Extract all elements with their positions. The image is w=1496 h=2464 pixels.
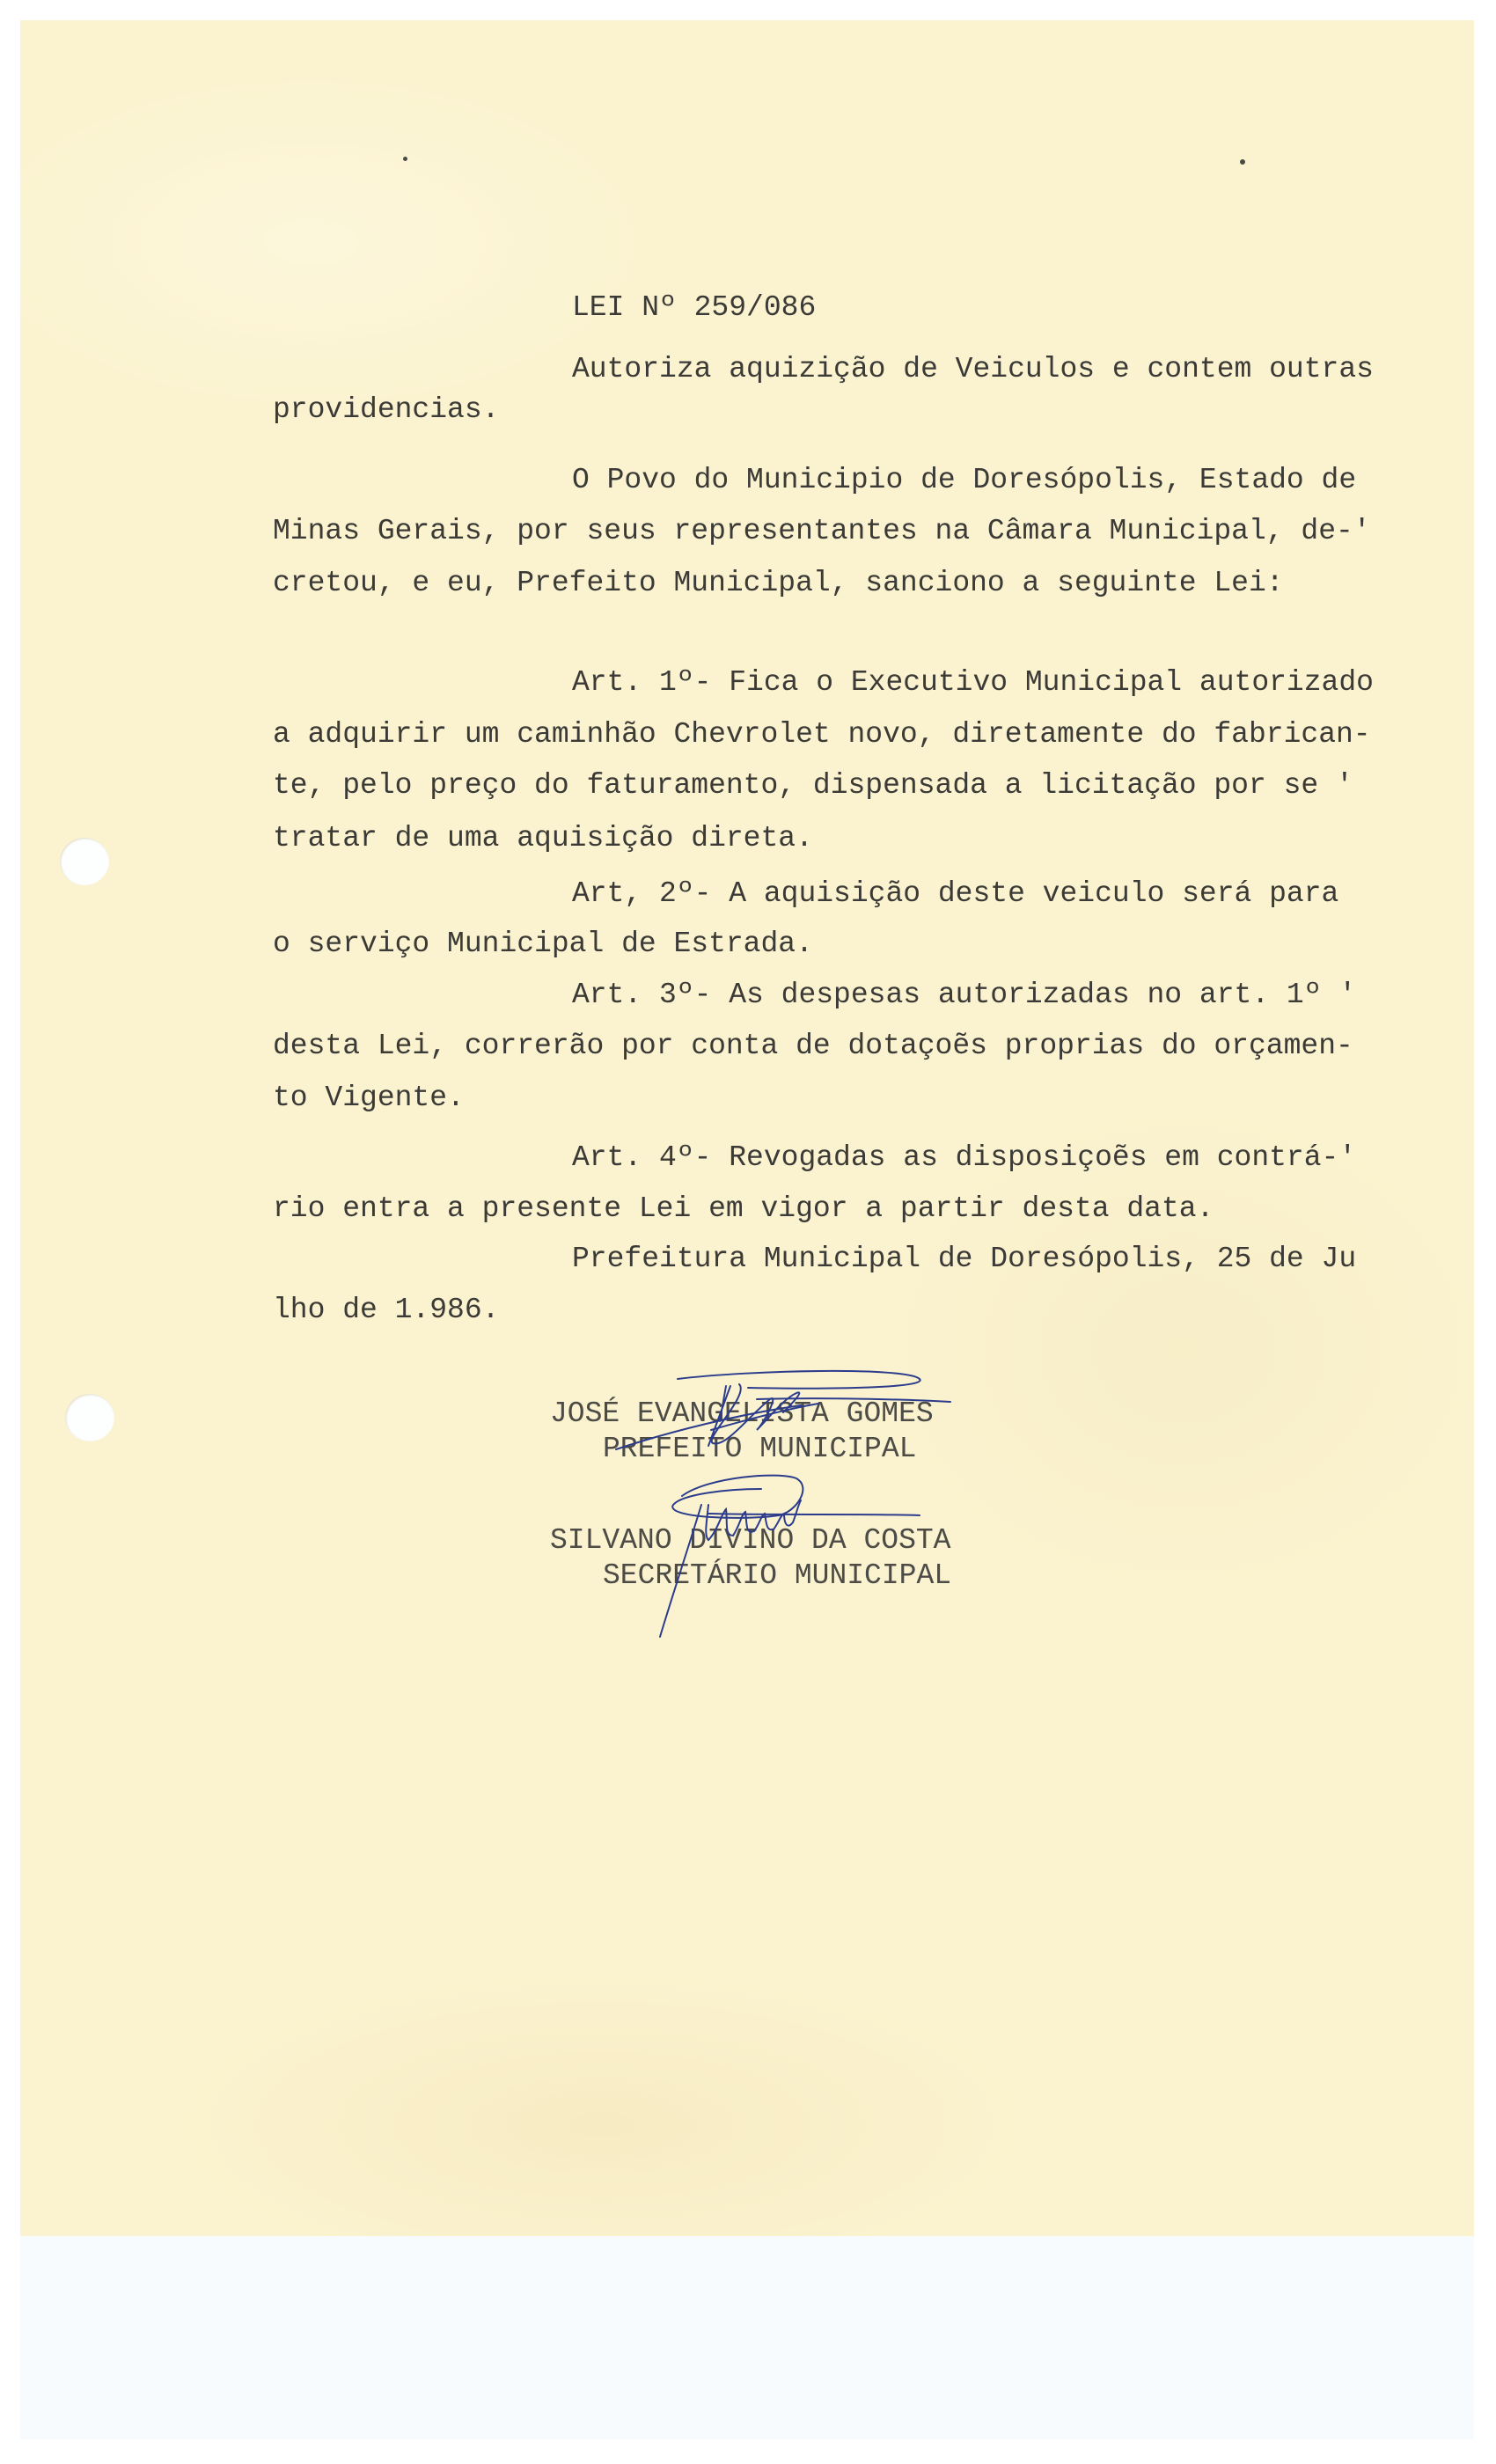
preamble-line-3: cretou, e eu, Prefeito Municipal, sanciono a seguinte Lei: [273, 567, 1284, 599]
ink-speck [403, 157, 407, 161]
article-1-line-4: tratar de uma aquisição direta. [273, 822, 813, 854]
summary-line-1: Autoriza aquizição de Veiculos e contem outras [572, 353, 1374, 385]
article-2-line-2: o serviço Municipal de Estrada. [273, 928, 813, 960]
closing-line-2: lho de 1.986. [273, 1294, 500, 1326]
signatory-1-name: JOSÉ EVANGELISTA GOMES [550, 1397, 934, 1430]
summary-line-2: providencias. [273, 393, 500, 426]
article-1-line-1: Art. 1º- Fica o Executivo Municipal autorizado [572, 666, 1374, 699]
article-3-line-3: to Vigente. [273, 1082, 465, 1114]
preamble-line-2: Minas Gerais, por seus representantes na Câmara Municipal, de-' [273, 515, 1371, 547]
signature-secretary [656, 1461, 955, 1646]
article-4-line-2: rio entra a presente Lei em vigor a partir desta data. [273, 1192, 1214, 1225]
punch-hole-bottom [65, 1394, 114, 1441]
ink-speck [1240, 159, 1245, 165]
article-4-line-1: Art. 4º- Revogadas as disposiçoẽs em contrá-' [572, 1141, 1357, 1174]
preamble-line-1: O Povo do Municipio de Doresópolis, Estado de [572, 464, 1357, 496]
signatory-1-role: PREFEITO MUNICIPAL [603, 1433, 917, 1465]
article-1-line-3: te, pelo preço do faturamento, dispensada a licitação por se ' [273, 769, 1353, 802]
punch-hole-top [60, 838, 109, 885]
closing-line-1: Prefeitura Municipal de Doresópolis, 25 de Ju [572, 1243, 1357, 1275]
article-3-line-1: Art. 3º- As despesas autorizadas no art. 1º ' [572, 979, 1357, 1011]
signatory-2-name: SILVANO DIVINO DA COSTA [550, 1524, 951, 1557]
signature-mayor [616, 1368, 986, 1465]
law-title: LEI Nº 259/086 [572, 291, 817, 324]
signatory-2-role: SECRETÁRIO MUNICIPAL [603, 1559, 952, 1592]
article-3-line-2: desta Lei, correrão por conta de dotaçoẽs proprias do orçamen- [273, 1030, 1353, 1062]
article-2-line-1: Art, 2º- A aquisição deste veiculo será para [572, 877, 1339, 910]
article-1-line-2: a adquirir um caminhão Chevrolet novo, diretamente do fabrican- [273, 718, 1371, 751]
